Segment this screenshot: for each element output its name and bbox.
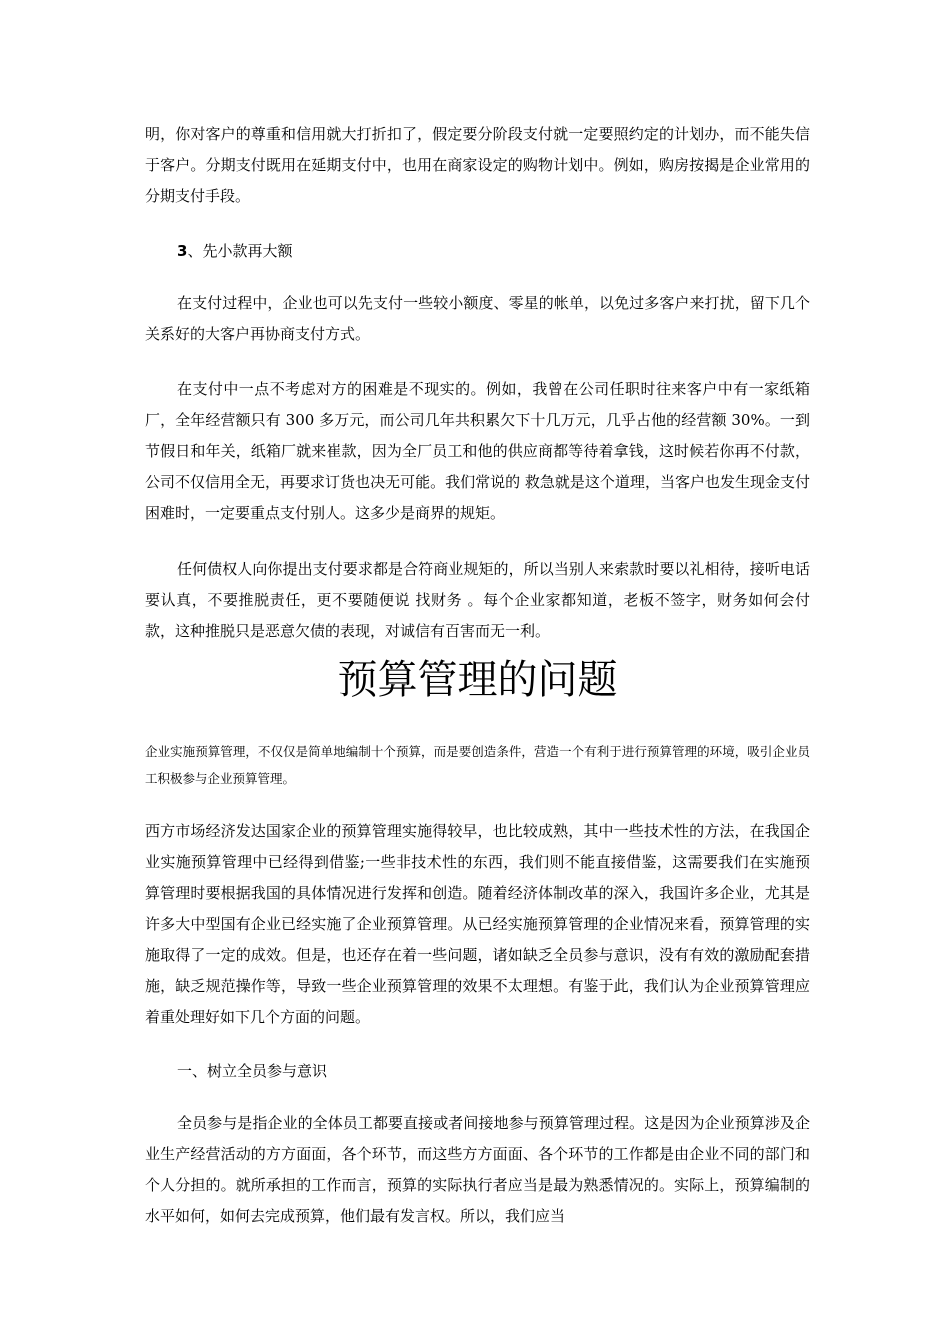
- subheading-text: 、先小款再大额: [187, 242, 293, 260]
- subheading-small-first: [145, 236, 810, 267]
- section-heading-participation: 一、树立全员参与意识: [177, 1062, 328, 1080]
- paragraph-installment-payment: 明，你对客户的尊重和信用就大打折扣了，假定要分阶段支付就一定要照约定的计划办，而不能失信于客户。分期支付既用在延期支付中，也用在商家设定的购物计划中。例如，购房按揭是企业常用的分期支付手段。: [145, 125, 810, 205]
- article-intro: 企业实施预算管理，不仅仅是简单地编制十个预算，而是要创造条件，营造一个有利于进行预算管理的环境，吸引企业员工积极参与企业预算管理。: [145, 744, 810, 786]
- paragraph-carton-factory: 在支付中一点不考虑对方的困难是不现实的。例如，我曾在公司任职时往来客户中有一家纸箱厂，全年经营额只有 300 多万元，而公司几年共积累欠下十几万元，几乎占他的经营额 30%。一到节假日和年关，纸箱厂就来崔款，因为全厂员工和他的供应商都等待着拿钱，这时候若你再不付款，公司不仅信用全无，再要求订货也决无可能。我们常说的 救急就是这个道理，当客户也发生现金支付困难时，一定要重点支付别人。这多少是商界的规矩。: [145, 380, 810, 522]
- paragraph-western-experience: 西方市场经济发达国家企业的预算管理实施得较早，也比较成熟，其中一些技术性的方法，在我国企业实施预算管理中已经得到借鉴;一些非技术性的东西，我们则不能直接借鉴，这需要我们在实施预算管理时要根据我国的具体情况进行发挥和创造。随着经济体制改革的深入，我国许多企业，尤其是许多大中型国有企业已经实施了企业预算管理。从已经实施预算管理的企业情况来看，预算管理的实施取得了一定的成效。但是，也还存在着一些问题，诸如缺乏全员参与意识，没有有效的激励配套措施，缺乏规范操作等，导致一些企业预算管理的效果不太理想。有鉴于此，我们认为企业预算管理应着重处理好如下几个方面的问题。: [145, 822, 810, 1026]
- subheading-number: 3: [177, 242, 188, 260]
- paragraph-full-participation: 全员参与是指企业的全体员工都要直接或者间接地参与预算管理过程。这是因为企业预算涉及企业生产经营活动的方方面面，各个环节，而这些方方面面、各个环节的工作都是由企业不同的部门和个人分担的。就所承担的工作而言，预算的实际执行者应当是最为熟悉情况的。实际上，预算编制的水平如何，如何去完成预算，他们最有发言权。所以，我们应当: [145, 1114, 810, 1225]
- article-title: 预算管理的问题: [337, 657, 618, 703]
- paragraph-creditor-requests: 任何债权人向你提出支付要求都是合符商业规矩的，所以当别人来索款时要以礼相待，接听电话要认真，不要推脱责任，更不要随便说 找财务 。每个企业家都知道，老板不签字，财务如何会付款，这种推脱只是恶意欠债的表现，对诚信有百害而无一利。: [145, 560, 810, 640]
- paragraph-small-bills: 在支付过程中，企业也可以先支付一些较小额度、零星的帐单，以免过多客户来打扰，留下几个关系好的大客户再协商支付方式。: [145, 294, 810, 343]
